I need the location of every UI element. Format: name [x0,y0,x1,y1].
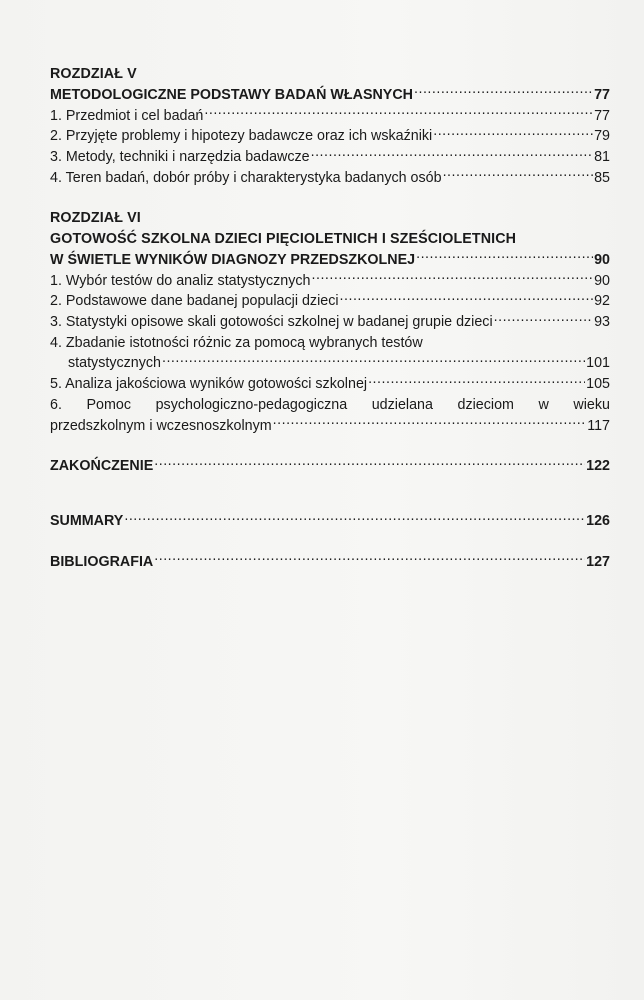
page-number: 79 [594,128,610,145]
toc-entry[interactable] [50,312,610,333]
leader-dots [273,415,587,429]
leader-dots [311,147,593,161]
page-number: 127 [586,553,610,570]
entry-title: 2. Przyjęte problemy i hipotezy badawcze oraz ich wskaźniki [50,128,433,145]
spacer [50,532,610,552]
page-number: 81 [594,149,610,166]
chapter-title-row[interactable] [50,85,610,106]
chapter-label: ROZDZIAŁ V [50,66,137,82]
leader-dots [414,85,593,99]
entry-title: 4. Teren badań, dobór próby i charakterystyka badanych osób [50,169,442,186]
leader-dots [340,291,594,305]
leader-dots [154,552,585,566]
entry-title-first-line: 4. Zbadanie istotności różnic za pomocą wybranych testów [50,334,423,351]
entry-title: 1. Wybór testów do analiz statystycznych [50,272,311,289]
toc-entry-multiline[interactable] [50,333,610,374]
page-number: 77 [594,86,610,103]
page-number: 90 [594,272,610,289]
chapter-title-line: GOTOWOŚĆ SZKOLNA DZIECI PIĘCIOLETNICH I SZEŚCIOLETNICH [50,230,517,247]
toc-entry[interactable] [50,168,610,189]
leader-dots [416,249,593,263]
page-number: 126 [586,513,610,530]
entry-title-first-line: 6. Pomoc psychologiczno-pedagogiczna udzielana dzieciom w wieku [50,396,610,413]
entry-title: 2. Podstawowe dane badanej populacji dzieci [50,293,339,310]
chapter-title: METODOLOGICZNE PODSTAWY BADAŃ WŁASNYCH [50,86,413,103]
chapter-title: W ŚWIETLE WYNIKÓW DIAGNOZY PRZEDSZKOLNEJ [50,251,416,268]
toc-entry[interactable] [50,126,610,147]
entry-title: 3. Metody, techniki i narzędzia badawcze [50,149,310,166]
toc-entry[interactable] [50,291,610,312]
page-number: 90 [594,251,610,268]
entry-title: przedszkolnym i wczesnoszkolnym [50,417,272,434]
leader-dots [154,456,585,470]
entry-title: 1. Przedmiot i cel badań [50,107,204,124]
table-of-contents [50,64,610,572]
chapter-5 [50,64,610,188]
entry-title: ZAKOŃCZENIE [50,458,154,475]
page-number: 105 [586,376,610,393]
toc-entry-summary[interactable] [50,511,610,532]
leader-dots [494,312,593,326]
page-number: 101 [586,355,610,372]
toc-entry[interactable] [50,147,610,168]
page-number: 117 [587,417,610,434]
chapter-label: ROZDZIAŁ VI [50,210,141,227]
entry-title: statystycznych [68,355,161,372]
toc-entry-bibliography[interactable] [50,552,610,573]
page-number: 92 [594,293,610,310]
leader-dots [204,105,593,119]
page-number: 93 [594,314,610,331]
entry-title: 3. Statystyki opisowe skali gotowości szkolnej w badanej grupie dzieci [50,314,493,331]
leader-dots [162,353,585,367]
toc-entry-conclusion[interactable] [50,456,610,477]
spacer [50,491,610,511]
toc-entry-multiline[interactable] [50,395,610,436]
leader-dots [312,270,594,284]
page-number: 122 [586,458,610,475]
toc-entry[interactable] [50,374,610,395]
toc-entry[interactable] [50,270,610,291]
entry-title: BIBLIOGRAFIA [50,553,154,570]
page-number: 85 [594,169,610,186]
entry-title: SUMMARY [50,513,124,530]
toc-entry[interactable] [50,105,610,126]
chapter-6 [50,208,610,436]
leader-dots [368,374,585,388]
leader-dots [433,126,593,140]
chapter-title-row[interactable] [50,249,610,270]
leader-dots [443,168,594,182]
toc-entry-continuation [50,353,610,374]
leader-dots [124,511,585,525]
page-number: 77 [594,107,610,124]
toc-entry-continuation [50,415,610,436]
entry-title: 5. Analiza jakościowa wyników gotowości szkolnej [50,376,368,393]
